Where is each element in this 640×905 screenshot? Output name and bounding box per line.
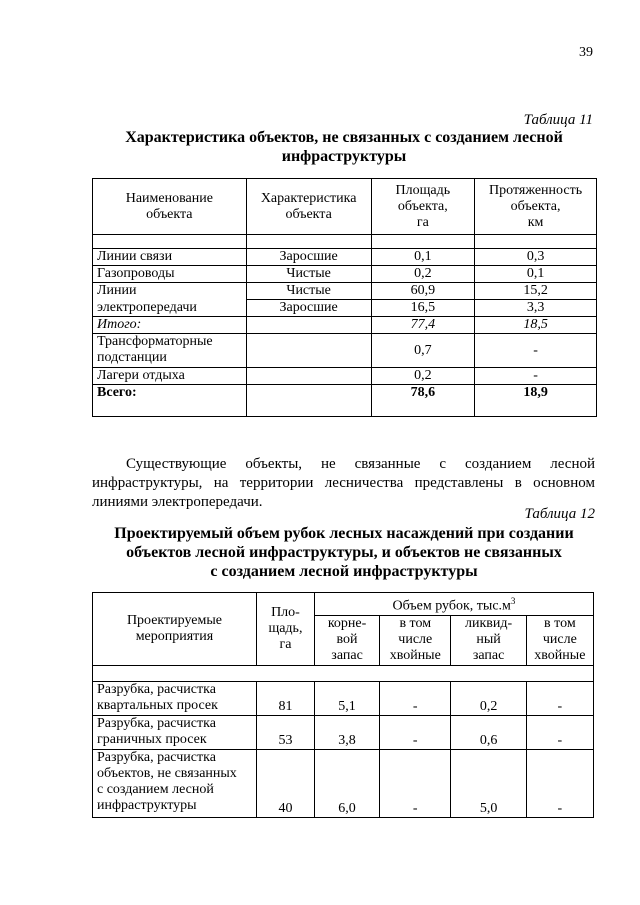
table11-header-length: Протяженность объекта, км [475,179,597,235]
table12-caption: Таблица 12 [524,506,595,522]
table11-empty-row [93,235,597,249]
table12-header-row [93,593,594,616]
table11-caption: Таблица 11 [523,112,593,128]
table-row: Трансформаторные подстанции 0,7 - [93,334,597,368]
table12-header-volume: Объем рубок, $тыс.м^3$ [314,593,593,616]
table11-header-area: Площадь объекта, га [371,179,475,235]
table11-title [92,128,596,166]
table11-header-row [93,179,597,235]
table12-header-measures: Проектируемые мероприятия [93,593,257,666]
table12-header-liquid-conif: в том числе хвойные [526,615,593,665]
table-row: Лагери отдыха 0,2 - [93,368,597,385]
table11-title-line2: инфраструктуры [281,148,407,165]
table-row: Линии Чистые 60,9 15,2 [93,283,597,300]
table12 [92,592,594,818]
table11-title-line1: Характеристика объектов, не связанных с созданием лесной [125,129,563,146]
table11 [92,178,597,417]
table-row: Разрубка, расчистка граничных просек 53 3,8 - 0,6 - [93,715,594,749]
table12-empty-row [93,665,594,681]
table12-header-root-conif: в том числе хвойные [380,615,451,665]
table11-header-characteristic: Характеристика объекта [246,179,371,235]
table-row: Разрубка, расчистка квартальных просек 81 5,1 - 0,2 - [93,681,594,715]
table12-header-liquid: ликвид- ный запас [451,615,526,665]
table-row: Линии связи Заросшие 0,1 0,3 [93,249,597,266]
table12-header-root: корне- вой запас [314,615,379,665]
table11-subtotal-row: Итого: 77,4 18,5 [93,317,597,334]
table12-title: Проектируемый объем рубок лесных насаждений при создании объектов лесной инфраструктуры, и объектов не связанных с созданием лесной инфраструктуры [114,525,574,580]
table11-header-name: Наименование объекта [93,179,247,235]
table-row: электропередачи Заросшие 16,5 3,3 [93,300,597,317]
page-number: 39 [579,45,593,60]
table-row: Газопроводы Чистые 0,2 0,1 [93,266,597,283]
body-paragraph: Существующие объекты, не связанные с созданием лесной инфраструктуры, на территории лесничества представлены в основном линиями электропередачи. [92,456,595,510]
table-row: Разрубка, расчистка объектов, не связанных с созданием лесной инфраструктуры 40 6,0 - 5,0 - [93,749,594,817]
table12-header-area: Пло- щадь, га [256,593,314,666]
table11-total-row: Всего: 78,6 18,9 [93,385,597,417]
